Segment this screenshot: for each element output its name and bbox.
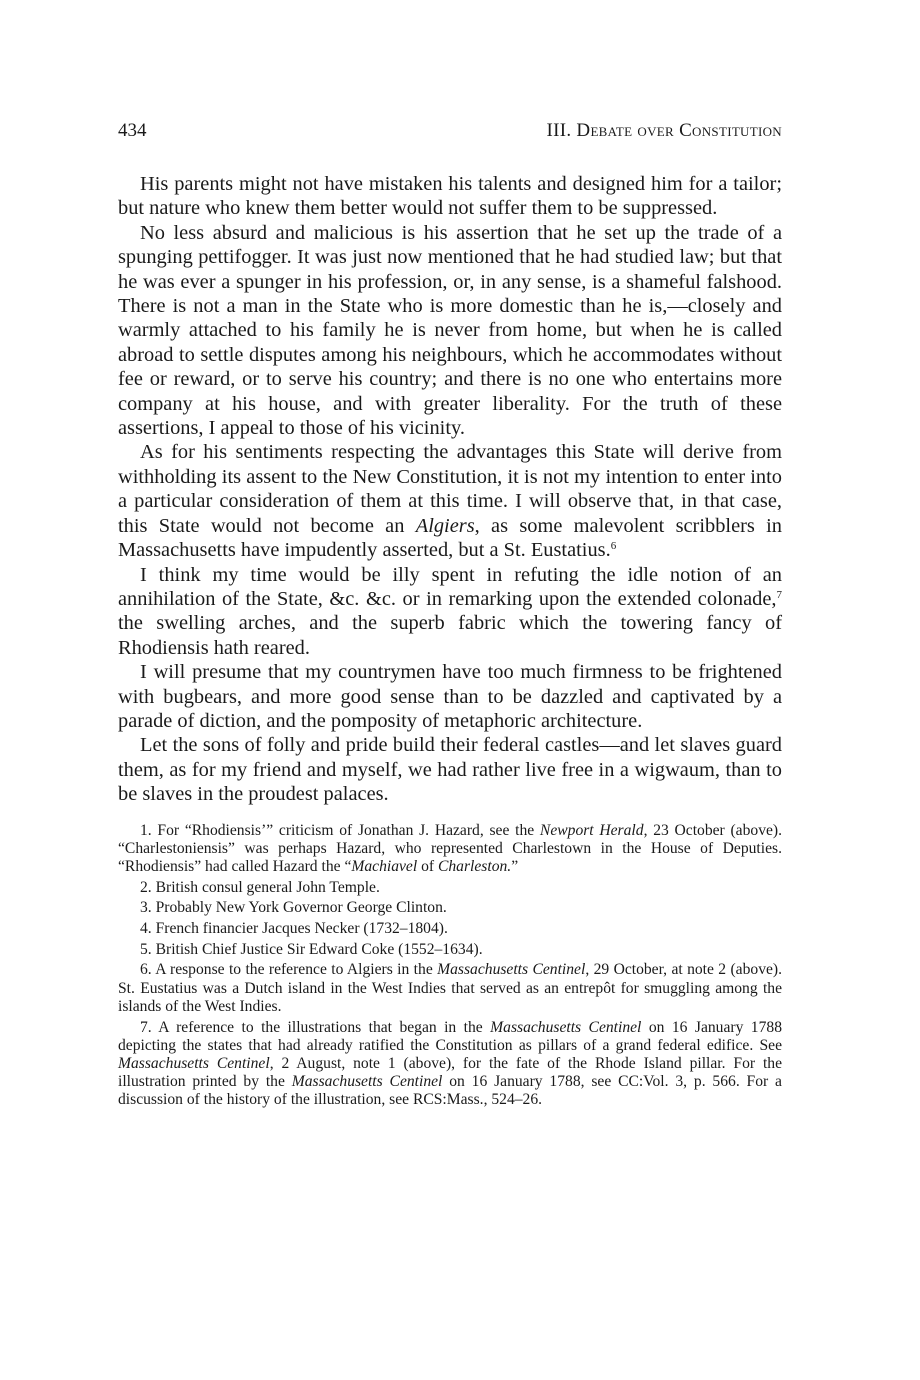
paragraph-text: I think my time would be illy spent in refuting the idle notion of an annihilation of the State, &c. &c. or in remarking upon the extended colonade, bbox=[118, 563, 782, 610]
footnote-7 bbox=[118, 1019, 782, 1110]
paragraph bbox=[118, 563, 782, 661]
paragraph-text: His parents might not have mistaken his talents and designed him for a tailor; but nature who knew them better would not suffer them to be suppressed. bbox=[118, 173, 782, 220]
paragraph-text: , as some malevolent scribblers in Massachusetts have impudently asserted, but a St. Eustatius. bbox=[118, 514, 783, 562]
footnote-italic-text: Massachusetts Centinel bbox=[291, 1073, 443, 1091]
paragraph-text: the swelling arches, and the superb fabric which the towering fancy of Rhodiensis hath reared. bbox=[118, 612, 782, 659]
document-page bbox=[118, 120, 782, 1112]
footnotes bbox=[118, 822, 782, 1110]
footnote-text: 5. British Chief Justice Sir Edward Coke (1552–1634). bbox=[140, 940, 483, 958]
footnote-text: 6. A response to the reference to Algiers in the bbox=[140, 961, 438, 979]
footnote-italic-text: Machiavel bbox=[351, 857, 418, 875]
footnote-2 bbox=[118, 879, 782, 897]
footnote-5 bbox=[118, 941, 782, 959]
footnote-italic-text: Massachusetts Centinel bbox=[490, 1018, 642, 1036]
footnote-ref: 6 bbox=[610, 540, 617, 553]
running-header bbox=[118, 120, 782, 144]
running-title: III. Debate over Constitution bbox=[546, 120, 782, 141]
footnote-text: on 16 January 1788, see CC:Vol. 3, p. 566. For a discussion of the history of the illustration, see RCS:Mass., 524–26. bbox=[118, 1073, 782, 1109]
footnote-text: 2. British consul general John Temple. bbox=[140, 878, 380, 896]
paragraph bbox=[118, 733, 782, 806]
italic-text: Algiers bbox=[415, 514, 475, 537]
paragraph bbox=[118, 172, 782, 221]
footnote-text: of bbox=[417, 857, 438, 875]
footnote-text: 7. A reference to the illustrations that began in the bbox=[140, 1018, 491, 1036]
footnote-text: ” bbox=[511, 857, 519, 875]
paragraph bbox=[118, 660, 782, 733]
footnote-6 bbox=[118, 961, 782, 1016]
footnote-italic-text: Massachusetts Centinel bbox=[118, 1055, 270, 1072]
footnote-3 bbox=[118, 899, 782, 917]
footnote-text: , 23 October (above). “Charlestoniensis” was perhaps Hazard, who represented Charlestown in the House of Deputies. “Rhodiensis” had called Hazard the “ bbox=[118, 821, 783, 875]
footnote-text: , 2 August, note 1 (above), for the fate of the Rhode Island pillar. For the illustration printed by the bbox=[118, 1055, 782, 1091]
footnote-italic-text: Massachusetts Centinel bbox=[437, 961, 586, 979]
paragraph-text: No less absurd and malicious is his assertion that he set up the trade of a spunging pettifogger. It was just now mentioned that he had studied law; but that he was ever a spunger in his profession, or, in any sense, is a shameful falshood. There is not a man in the State who is more domestic than he is,—closely and warmly attached to his family he is never from home, but when he is called abroad to settle disputes among his neighbours, which he accommodates without fee or reward, or to serve his country; and there is no one who entertains more company at his house, and with greater liberality. For the truth of these assertions, I appeal to those of his vicinity. bbox=[118, 221, 782, 440]
footnote-text: 4. French financier Jacques Necker (1732–1804). bbox=[140, 920, 448, 938]
paragraph-text: Let the sons of folly and pride build their federal castles—and let slaves guard them, as for my friend and myself, we had rather live free in a wigwaum, than to be slaves in the proudest palaces. bbox=[118, 734, 782, 806]
page-number: 434 bbox=[118, 120, 147, 141]
footnote-text: , 29 October, at note 2 (above). St. Eustatius was a Dutch island in the West Indies that served as an entrepôt for smuggling among the islands of the West Indies. bbox=[118, 961, 782, 1015]
footnote-text: 1. For “Rhodiensis’” criticism of Jonathan J. Hazard, see the bbox=[140, 821, 540, 839]
footnote-4 bbox=[118, 920, 782, 938]
footnote-text: on 16 January 1788 depicting the states that had already ratified the Constitution as pillars of a grand federal edifice. See bbox=[118, 1018, 782, 1054]
paragraph-text: I will presume that my countrymen have too much firmness to be frightened with bugbears, and more good sense than to be dazzled and captivated by a parade of diction, and the pomposity of metaphoric architecture. bbox=[118, 661, 782, 732]
footnote-italic-text: Newport Herald bbox=[539, 821, 644, 839]
paragraph-text: As for his sentiments respecting the advantages this State will derive from withholding its assent to the New Constitution, it is not my intention to enter into a particular consideration of them at this time. I will observe that, in that case, this State would not become an bbox=[118, 441, 782, 537]
footnote-text: 3. Probably New York Governor George Clinton. bbox=[140, 899, 447, 917]
footnote-italic-text: Charleston. bbox=[437, 857, 512, 875]
footnote-ref: 7 bbox=[776, 588, 782, 601]
footnote-1 bbox=[118, 822, 782, 877]
paragraph bbox=[118, 221, 782, 441]
body-text bbox=[118, 172, 782, 807]
paragraph bbox=[118, 440, 782, 562]
